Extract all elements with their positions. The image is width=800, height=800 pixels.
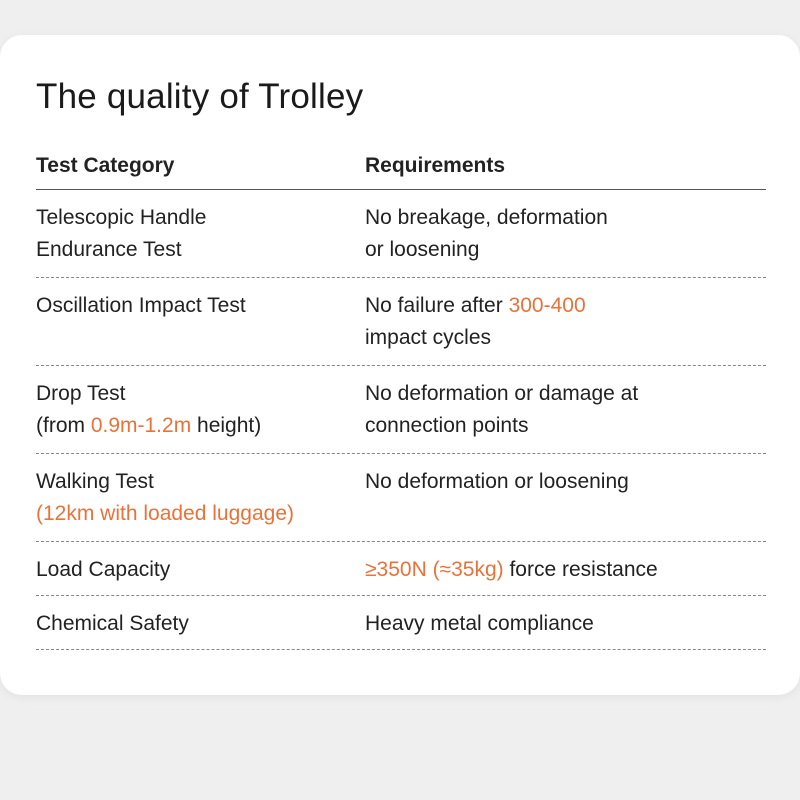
requirement-text: force resistance [503,558,658,581]
highlight-value: 300-400 [508,294,586,317]
category-line [36,410,365,442]
table-row [36,190,766,278]
requirement-line: No deformation or damage at [365,382,639,405]
header-requirements: Requirements [365,154,506,177]
requirement-line: connection points [365,414,529,437]
table-header [36,143,766,190]
category-line: Chemical Safety [36,612,189,635]
row-category [36,542,365,595]
row-category [36,366,365,453]
table-row [36,542,766,596]
table-row [36,366,766,454]
row-category [36,278,365,365]
header-test-category: Test Category [36,154,175,177]
highlight-value: (12km with loaded luggage) [36,502,294,525]
row-category [36,596,365,649]
category-line: Oscillation Impact Test [36,294,246,317]
table-row [36,454,766,542]
row-requirement [365,454,766,541]
category-line: Drop Test [36,382,126,405]
quality-table [36,143,766,650]
row-requirement [365,366,766,453]
row-category [36,454,365,541]
requirement-line: or loosening [365,238,480,261]
highlight-value: 0.9m-1.2m [90,414,192,437]
requirement-line: No breakage, deformation [365,206,608,229]
requirement-line: No deformation or loosening [365,470,629,493]
category-line: Walking Test [36,470,154,493]
requirement-line [365,554,766,586]
highlight-value: ≥350N (≈35kg) [365,558,504,581]
category-line: Load Capacity [36,558,171,581]
row-requirement [365,542,766,595]
category-text: height) [191,414,262,437]
requirement-line: impact cycles [365,326,492,349]
table-row [36,596,766,650]
category-line: Endurance Test [36,238,182,261]
page-title: The quality of Trolley [36,77,364,116]
category-text: (from [36,414,91,437]
row-category [36,190,365,277]
category-line: Telescopic Handle [36,206,207,229]
requirement-line: Heavy metal compliance [365,612,594,635]
requirement-text: No failure after [365,294,509,317]
quality-card [0,35,800,695]
row-requirement [365,190,766,277]
requirement-line [365,290,766,322]
row-requirement [365,596,766,649]
row-requirement [365,278,766,365]
table-row [36,278,766,366]
